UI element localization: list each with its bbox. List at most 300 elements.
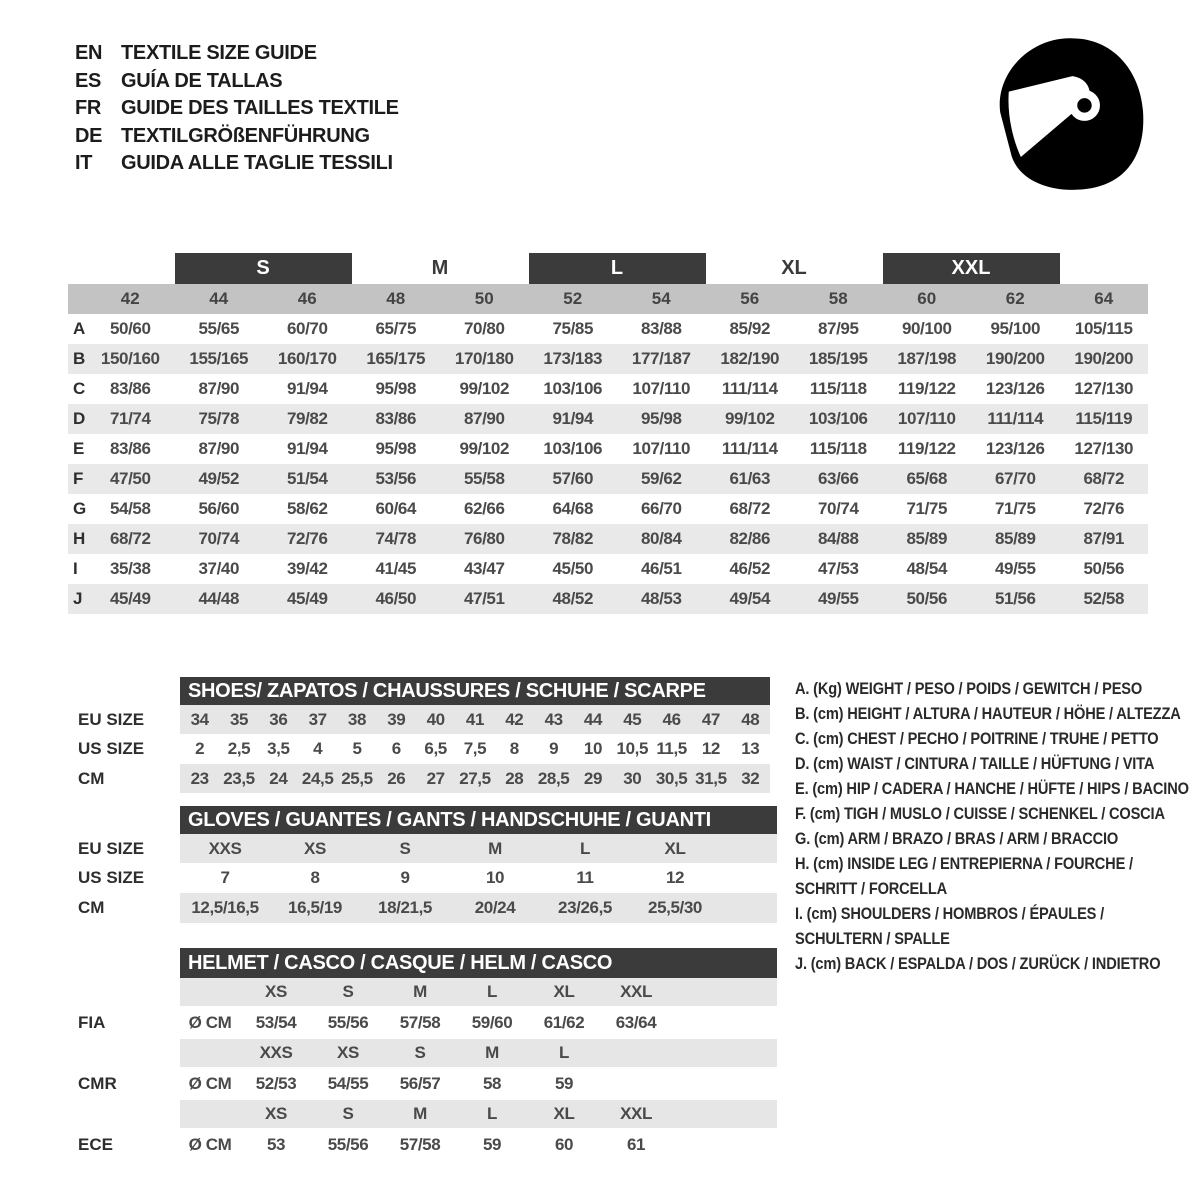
measurement-value: 35/38 (109, 559, 151, 578)
measurement-value: 87/90 (198, 439, 240, 458)
size-value: 16,5/19 (270, 893, 360, 923)
size-row (68, 764, 770, 793)
measurement-value: 44/48 (198, 589, 240, 608)
standard-label: FIA (78, 1012, 106, 1032)
size-value: 45 (613, 705, 652, 734)
size-value: 11 (576, 868, 594, 887)
row-letter: D (73, 409, 86, 428)
helmet-size-label: XXS (240, 1039, 312, 1067)
measurement-value: 119/122 (897, 379, 956, 398)
size-value: 48 (731, 705, 770, 734)
size-row (68, 834, 777, 863)
row-letter: G (73, 499, 87, 518)
helmet-size-value: 58 (482, 1073, 502, 1093)
size-value: 8 (310, 868, 320, 887)
measurement-value: 60/64 (375, 499, 417, 518)
unit-label: Ø CM (188, 1134, 232, 1154)
legend-entry: C. (cm) CHEST / PECHO / POITRINE / TRUHE / PETTO (795, 729, 1159, 748)
measurement-row-h (68, 524, 1148, 554)
helmet-value-row-ece (68, 1128, 777, 1161)
helmet-size-label (600, 1039, 672, 1067)
measurement-value: 71/75 (994, 499, 1036, 518)
legend-entry: A. (Kg) WEIGHT / PESO / POIDS / GEWITCH / PESO (795, 679, 1143, 698)
measurement-value: 46/50 (375, 589, 417, 608)
measurement-value: 87/90 (463, 409, 505, 428)
helmet-size-value: 59 (482, 1134, 502, 1154)
row-letter: I (73, 559, 78, 578)
size-value: 31,5 (691, 764, 730, 793)
measurement-value: 177/187 (631, 349, 691, 368)
measurement-value: 99/102 (459, 439, 510, 458)
measurement-value: 63/66 (817, 469, 859, 488)
legend-entry: B. (cm) HEIGHT / ALTURA / HAUTEUR / HÖHE / ALTEZZA (795, 704, 1181, 723)
measurement-rows (68, 314, 1148, 614)
measurement-value: 111/114 (721, 439, 778, 458)
measurement-value: 71/75 (906, 499, 948, 518)
size-value: 12 (665, 868, 685, 887)
size-value: 7,5 (463, 739, 487, 758)
helmet-size-value: 53 (266, 1134, 286, 1154)
row-label: US SIZE (78, 739, 145, 758)
filler-cell (720, 834, 777, 863)
size-value: 27,5 (455, 764, 494, 793)
numeric-size: 58 (828, 289, 848, 308)
numeric-size: 62 (1005, 289, 1025, 308)
measurement-value: 52/58 (1083, 589, 1125, 608)
measurement-value: 50/60 (109, 319, 151, 338)
helmet-size-label: XXL (600, 978, 672, 1006)
measurement-value: 160/170 (277, 349, 337, 368)
size-label-s: S (175, 253, 352, 284)
language-row (75, 68, 399, 96)
measurement-row-e (68, 434, 1148, 464)
size-value: 25,5/30 (630, 893, 720, 923)
helmet-size-value: 61/62 (543, 1012, 585, 1032)
size-value: XS (270, 834, 360, 863)
measurement-value: 65/75 (375, 319, 417, 338)
measurement-value: 45/49 (109, 589, 151, 608)
measurement-value: 165/175 (366, 349, 426, 368)
shoes-title-row (68, 677, 770, 705)
measurement-value: 47/53 (817, 559, 859, 578)
size-value: XL (630, 834, 720, 863)
measurement-value: 68/72 (1083, 469, 1125, 488)
measurement-value: 99/102 (459, 379, 510, 398)
measurement-value: 107/110 (632, 379, 691, 398)
measurement-value: 103/106 (808, 409, 868, 428)
measurement-value: 47/50 (109, 469, 151, 488)
helmet-size-value: 59 (554, 1073, 574, 1093)
size-value: 24,5 (298, 764, 337, 793)
measurement-row-i (68, 554, 1148, 584)
measurement-value: 173/183 (543, 349, 603, 368)
size-value: 30 (613, 764, 652, 793)
language-title: TEXTILE SIZE GUIDE (121, 42, 317, 65)
measurement-value: 78/82 (552, 529, 594, 548)
shoes-title-bar: SHOES/ ZAPATOS / CHAUSSURES / SCHUHE / SCARPE (180, 677, 770, 705)
helmet-size-header-cmr (68, 1039, 777, 1067)
size-value: 3,5 (267, 739, 290, 758)
size-value: 10 (485, 868, 505, 887)
language-row (75, 150, 399, 178)
measurement-value: 115/119 (1075, 409, 1133, 428)
helmet-size-label: M (384, 1100, 456, 1128)
measurement-value: 84/88 (817, 529, 859, 548)
helmet-table (68, 948, 777, 1161)
helmet-size-value: 63/64 (615, 1012, 657, 1032)
size-value: 28,5 (534, 764, 573, 793)
legend-entry: E. (cm) HIP / CADERA / HANCHE / HÜFTE / HIPS / BACINO (795, 779, 1189, 798)
helmet-size-label: XL (528, 978, 600, 1006)
row-letter: F (73, 469, 84, 488)
measurement-value: 70/74 (817, 499, 859, 518)
size-label-xxl: XXL (883, 253, 1060, 284)
size-value: 34 (180, 705, 219, 734)
measurement-row-b (68, 344, 1148, 374)
size-value: M (450, 834, 540, 863)
measurement-value: 47/51 (463, 589, 505, 608)
size-value: 23 (180, 764, 219, 793)
numeric-size: 64 (1094, 289, 1114, 308)
measurement-value: 54/58 (109, 499, 151, 518)
measurement-value: 85/89 (906, 529, 948, 548)
row-letter: C (73, 379, 86, 398)
size-value: 9 (549, 739, 559, 758)
measurement-value: 74/78 (375, 529, 417, 548)
measurement-value: 107/110 (632, 439, 691, 458)
size-value: 24 (259, 764, 298, 793)
filler-cell (720, 893, 777, 923)
helmet-size-value: 57/58 (399, 1012, 441, 1032)
measurement-value: 46/52 (729, 559, 771, 578)
measurement-value: 76/80 (463, 529, 505, 548)
measurement-value: 115/118 (809, 439, 867, 458)
size-value: 40 (416, 705, 455, 734)
size-value: 12,5/16,5 (180, 893, 270, 923)
helmet-size-value: 59/60 (471, 1012, 513, 1032)
size-value: 23,5 (219, 764, 258, 793)
size-value: 2,5 (227, 739, 251, 758)
measurement-value: 57/60 (552, 469, 594, 488)
legend-entry: H. (cm) INSIDE LEG / ENTREPIERNA / FOURCHE / SCHRITT / FORCELLA (795, 854, 1133, 898)
size-value: 4 (313, 739, 323, 758)
helmet-title-bar: HELMET / CASCO / CASQUE / HELM / CASCO (180, 948, 777, 978)
measurement-value: 53/56 (375, 469, 417, 488)
language-title: GUIDA ALLE TAGLIE TESSILI (121, 152, 393, 175)
size-value: 11,5 (656, 739, 687, 758)
measurement-value: 37/40 (198, 559, 240, 578)
size-value: 30,5 (652, 764, 691, 793)
measurement-value: 103/106 (543, 379, 603, 398)
measurement-value: 83/86 (109, 379, 151, 398)
measurement-value: 58/62 (286, 499, 328, 518)
size-value: 13 (741, 739, 760, 758)
measurement-value: 67/70 (994, 469, 1036, 488)
helmet-size-label: S (312, 978, 384, 1006)
size-value: 2 (195, 739, 205, 758)
size-value: 38 (337, 705, 376, 734)
legend-entry: I. (cm) SHOULDERS / HOMBROS / ÉPAULES / SCHULTERN / SPALLE (795, 904, 1105, 948)
language-row (75, 40, 399, 68)
language-code: DE (75, 124, 103, 147)
measurement-value: 127/130 (1074, 439, 1134, 458)
measurement-value: 49/54 (729, 589, 771, 608)
measurement-value: 48/52 (552, 589, 594, 608)
numeric-size: 46 (297, 289, 317, 308)
measurement-value: 80/84 (640, 529, 682, 548)
size-row (68, 705, 770, 734)
size-value: 25,5 (337, 764, 376, 793)
measurement-legend (795, 676, 1191, 976)
size-label-m: M (431, 257, 449, 279)
helmet-value-row-cmr (68, 1067, 777, 1100)
helmet-title-row (68, 948, 777, 978)
measurement-value: 111/114 (987, 409, 1044, 428)
helmet-size-label: M (384, 978, 456, 1006)
measurement-value: 41/45 (375, 559, 417, 578)
helmet-size-header-ece (68, 1100, 777, 1128)
numeric-size: 60 (917, 289, 937, 308)
helmet-icon-svg (983, 28, 1155, 200)
size-value: S (360, 834, 450, 863)
gloves-table (68, 806, 777, 923)
helmet-size-label: S (312, 1100, 384, 1128)
measurement-value: 111/114 (721, 379, 778, 398)
size-value: 43 (534, 705, 573, 734)
helmet-size-label: L (456, 1100, 528, 1128)
size-value: 5 (352, 739, 362, 758)
gloves-rows (68, 834, 777, 923)
measurement-value: 70/74 (198, 529, 240, 548)
helmet-size-label: L (528, 1039, 600, 1067)
standard-label: ECE (78, 1134, 113, 1154)
language-title: TEXTILGRÖßENFÜHRUNG (121, 124, 370, 147)
helmet-size-value: 54/55 (327, 1073, 369, 1093)
measurement-value: 55/65 (198, 319, 240, 338)
filler-cell (672, 1100, 777, 1128)
helmet-size-value: 56/57 (399, 1073, 441, 1093)
size-value: 46 (652, 705, 691, 734)
row-letter: J (73, 589, 83, 608)
helmet-size-label: M (456, 1039, 528, 1067)
size-label-l: L (529, 253, 706, 284)
measurement-value: 51/56 (994, 589, 1036, 608)
helmet-size-value: 60 (554, 1134, 574, 1154)
helmet-size-value: 57/58 (399, 1134, 441, 1154)
numeric-size: 54 (651, 289, 671, 308)
measurement-value: 75/78 (198, 409, 240, 428)
measurement-value: 68/72 (109, 529, 151, 548)
helmet-size-value: 61 (626, 1134, 646, 1154)
language-title-list (75, 40, 399, 178)
racing-helmet-icon (983, 28, 1155, 200)
measurement-value: 71/74 (109, 409, 151, 428)
size-letter-header-row (68, 253, 1148, 284)
numeric-size: 42 (120, 289, 140, 308)
row-letter: E (73, 439, 85, 458)
measurement-value: 72/76 (1083, 499, 1125, 518)
measurement-value: 90/100 (901, 319, 952, 338)
size-value: 29 (573, 764, 612, 793)
helmet-size-label: XS (240, 978, 312, 1006)
measurement-value: 170/180 (454, 349, 514, 368)
measurement-row-g (68, 494, 1148, 524)
measurement-value: 62/66 (463, 499, 505, 518)
shoes-rows (68, 705, 770, 793)
size-row (68, 863, 777, 893)
row-label: CM (78, 768, 105, 788)
size-value: 8 (509, 739, 519, 758)
measurement-value: 185/195 (808, 349, 868, 368)
measurement-value: 85/92 (729, 319, 771, 338)
language-code: EN (75, 42, 103, 65)
helmet-rows (68, 978, 777, 1161)
size-value: L (540, 834, 630, 863)
empty-unit-cell (180, 1100, 240, 1128)
measurement-value: 83/86 (375, 409, 417, 428)
legend-entry: J. (cm) BACK / ESPALDA / DOS / ZURÜCK / INDIETRO (795, 954, 1161, 973)
filler-cell (672, 978, 777, 1006)
size-value: 6,5 (424, 739, 447, 758)
helmet-size-label: S (384, 1039, 456, 1067)
measurement-row-f (68, 464, 1148, 494)
numeric-size: 52 (563, 289, 583, 308)
measurement-value: 87/95 (817, 319, 859, 338)
measurement-row-a (68, 314, 1148, 344)
measurement-value: 60/70 (286, 319, 328, 338)
measurement-value: 155/165 (189, 349, 249, 368)
language-code: IT (75, 152, 93, 175)
measurement-value: 123/126 (985, 439, 1045, 458)
measurement-value: 95/98 (375, 379, 417, 398)
measurement-value: 66/70 (640, 499, 682, 518)
measurement-value: 61/63 (729, 469, 771, 488)
unit-label: Ø CM (188, 1073, 232, 1093)
measurement-value: 56/60 (198, 499, 240, 518)
measurement-value: 115/118 (809, 379, 867, 398)
size-value: 37 (298, 705, 337, 734)
row-letter: B (73, 349, 86, 368)
unit-label: Ø CM (188, 1012, 232, 1032)
size-value: 44 (573, 705, 612, 734)
empty-unit-cell (180, 978, 240, 1006)
measurement-value: 105/115 (1074, 319, 1133, 338)
measurement-value: 70/80 (463, 319, 505, 338)
measurement-value: 190/200 (985, 349, 1045, 368)
size-value: 10,5 (616, 739, 649, 758)
measurement-value: 103/106 (543, 439, 603, 458)
measurement-value: 45/50 (552, 559, 594, 578)
measurement-value: 50/56 (906, 589, 948, 608)
size-value: 10 (583, 739, 602, 758)
size-value: 23/26,5 (540, 893, 630, 923)
measurement-value: 79/82 (286, 409, 328, 428)
measurement-value: 87/91 (1083, 529, 1125, 548)
size-value: 26 (377, 764, 416, 793)
measurement-value: 187/198 (897, 349, 957, 368)
helmet-size-label: XS (240, 1100, 312, 1128)
measurement-value: 83/88 (640, 319, 682, 338)
measurement-value: 95/100 (990, 319, 1041, 338)
language-row (75, 95, 399, 123)
legend-entry: F. (cm) TIGH / MUSLO / CUISSE / SCHENKEL / COSCIA (795, 804, 1165, 823)
empty-unit-cell (180, 1039, 240, 1067)
measurement-value: 83/86 (109, 439, 151, 458)
helmet-size-label: XL (528, 1100, 600, 1128)
row-label: EU SIZE (78, 709, 145, 729)
measurement-value: 39/42 (286, 559, 328, 578)
measurement-row-d (68, 404, 1148, 434)
size-value: 9 (400, 868, 410, 887)
size-value: 20/24 (450, 893, 540, 923)
measurement-value: 55/58 (463, 469, 505, 488)
measurement-value: 123/126 (985, 379, 1045, 398)
measurement-value: 82/86 (729, 529, 771, 548)
textile-size-table (68, 253, 1148, 614)
measurement-value: 59/62 (640, 469, 682, 488)
measurement-value: 45/49 (286, 589, 328, 608)
numeric-size: 56 (740, 289, 760, 308)
measurement-value: 87/90 (198, 379, 240, 398)
measurement-row-c (68, 374, 1148, 404)
language-code: FR (75, 97, 102, 120)
measurement-value: 182/190 (720, 349, 780, 368)
size-label-xl: XL (781, 257, 807, 279)
row-label: CM (78, 898, 105, 917)
measurement-value: 49/55 (994, 559, 1036, 578)
row-label: US SIZE (78, 868, 145, 887)
measurement-value: 49/55 (817, 589, 859, 608)
filler-cell (672, 1039, 777, 1067)
language-title: GUIDE DES TAILLES TEXTILE (121, 97, 399, 120)
size-value: 12 (701, 739, 720, 758)
helmet-size-value: 55/56 (327, 1012, 369, 1032)
size-row (68, 734, 770, 764)
measurement-value: 46/51 (640, 559, 682, 578)
numeric-size: 44 (209, 289, 229, 308)
measurement-value: 65/68 (906, 469, 948, 488)
gloves-title-bar: GLOVES / GUANTES / GANTS / HANDSCHUHE / GUANTI (180, 806, 777, 834)
helmet-size-label: L (456, 978, 528, 1006)
measurement-value: 51/54 (286, 469, 328, 488)
measurement-value: 190/200 (1074, 349, 1134, 368)
measurement-value: 91/94 (286, 379, 328, 398)
measurement-value: 107/110 (897, 409, 956, 428)
size-value: 7 (220, 868, 230, 887)
size-value: 32 (731, 764, 770, 793)
measurement-value: 72/76 (286, 529, 328, 548)
size-value: 39 (377, 705, 416, 734)
measurement-value: 85/89 (994, 529, 1036, 548)
row-letter: A (73, 319, 86, 338)
numeric-size: 48 (386, 289, 406, 308)
helmet-size-value: 55/56 (327, 1134, 369, 1154)
measurement-value: 91/94 (552, 409, 594, 428)
measurement-row-j (68, 584, 1148, 614)
measurement-value: 48/53 (640, 589, 682, 608)
size-value: 36 (259, 705, 298, 734)
measurement-value: 99/102 (724, 409, 775, 428)
gloves-title-row (68, 806, 777, 834)
helmet-size-value: 53/54 (255, 1012, 297, 1032)
language-code: ES (75, 69, 102, 92)
language-row (75, 123, 399, 151)
language-title: GUÍA DE TALLAS (121, 69, 283, 92)
measurement-value: 95/98 (640, 409, 682, 428)
measurement-value: 49/52 (198, 469, 240, 488)
helmet-size-label: XXL (600, 1100, 672, 1128)
numeric-size-row (68, 284, 1148, 314)
